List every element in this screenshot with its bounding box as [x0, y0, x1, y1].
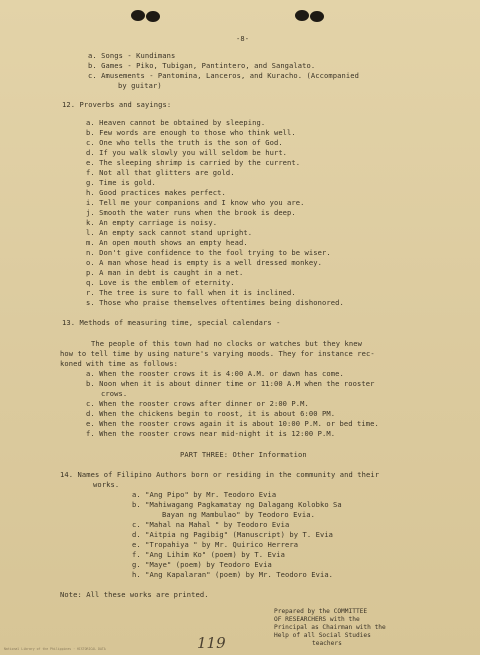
- text-line: b. Few words are enough to those who think well.: [86, 128, 296, 137]
- text-line: crows.: [101, 389, 128, 398]
- text-line: r. The tree is sure to fall when it is inclined.: [86, 288, 296, 297]
- text-line: by guitar): [118, 81, 162, 90]
- text-line: e. When the rooster crows again it is about 10:00 P.M. or bed time.: [86, 419, 379, 428]
- text-line: l. An empty sack cannot stand upright.: [86, 228, 253, 237]
- note-line: Note: All these works are printed.: [60, 590, 209, 599]
- text-line: b. Games - Piko, Tubigan, Pantintero, and Sangalato.: [88, 61, 316, 70]
- text-line: a. When the rooster crows it is 4:00 A.M. or dawn has come.: [86, 369, 344, 378]
- part-heading: PART THREE: Other Information: [180, 450, 307, 459]
- punch-hole-left-2: [146, 11, 160, 22]
- text-line: d. If you walk slowly you will seldom be hurt.: [86, 148, 288, 157]
- punch-hole-left: [131, 10, 145, 21]
- text-line: d. When the chickens begin to roost, it is about 6:00 PM.: [86, 409, 336, 418]
- text-line: The people of this town had no clocks or watches but they knew: [91, 339, 362, 348]
- text-line: a. Songs - Kundimans: [88, 51, 176, 60]
- prepared-by-line: OF RESEARCHERS with the: [274, 616, 360, 623]
- text-line: c. One who tells the truth is the son of God.: [86, 138, 283, 147]
- text-line: c. Amusements - Pantomina, Lanceros, and Kuracho. (Accompanied: [88, 71, 359, 80]
- margin-caption: National Library of the Philippines · HISTORICAL DATA: [4, 647, 106, 651]
- prepared-by-line: Help of all Social Studies: [274, 632, 371, 639]
- text-line: i. Tell me your companions and I know who you are.: [86, 198, 305, 207]
- text-line: p. A man in debt is caught in a net.: [86, 268, 244, 277]
- punch-hole-right-2: [310, 11, 324, 22]
- text-line: s. Those who praise themselves oftentimes being dishonored.: [86, 298, 344, 307]
- text-line: b. "Mahiwagang Pagkamatay ng Dalagang Kolobko Sa: [132, 500, 342, 509]
- text-line: f. Not all that glitters are gold.: [86, 168, 235, 177]
- text-line: n. Don't give confidence to the fool trying to be wiser.: [86, 248, 331, 257]
- text-line: a. "Ang Pipo" by Mr. Teodoro Evia: [132, 490, 277, 499]
- text-line: k. An empty carriage is noisy.: [86, 218, 218, 227]
- section-heading: 14. Names of Filipino Authors born or residing in the community and their: [60, 470, 380, 479]
- text-line: h. "Ang Kapalaran" (poem) by Mr. Teodoro Evia.: [132, 570, 334, 579]
- text-line: c. "Mahal na Mahal " by Teodoro Evia: [132, 520, 290, 529]
- text-line: Bayan ng Mambulao" by Teodoro Evia.: [162, 510, 315, 519]
- text-line: m. An open mouth shows an empty head.: [86, 238, 248, 247]
- prepared-by-line: Prepared by the COMMITTEE: [274, 608, 368, 615]
- page-number: -8-: [236, 34, 250, 43]
- text-line: a. Heaven cannot be obtained by sleeping.: [86, 118, 266, 127]
- text-line: g. "Maye" (poem) by Teodoro Evia: [132, 560, 272, 569]
- text-line: how to tell time by using nature's varying moods. They for instance rec-: [60, 349, 375, 358]
- text-line: f. "Ang Lihim Ko" (poem) by T. Evia: [132, 550, 285, 559]
- handwritten-page-number: 119: [197, 634, 226, 652]
- text-line: b. Noon when it is about dinner time or 11:00 A.M when the rooster: [86, 379, 375, 388]
- text-line: g. Time is gold.: [86, 178, 156, 187]
- text-line: q. Love is the emblem of eternity.: [86, 278, 235, 287]
- text-line: h. Good practices makes perfect.: [86, 188, 226, 197]
- text-line: e. "Tropahiya " by Mr. Quirico Herrera: [132, 540, 299, 549]
- section-heading: 13. Methods of measuring time, special calendars -: [62, 318, 281, 327]
- text-line: works.: [93, 480, 120, 489]
- text-line: koned with time as follows:: [60, 359, 179, 368]
- prepared-by-line: teachers: [312, 640, 342, 647]
- prepared-by-line: Principal as Chairman with the: [274, 624, 386, 631]
- text-line: j. Smooth the water runs when the brook is deep.: [86, 208, 296, 217]
- text-line: o. A man whose head is empty is a well dressed monkey.: [86, 258, 323, 267]
- text-line: e. The sleeping shrimp is carried by the current.: [86, 158, 301, 167]
- text-line: c. When the rooster crows after dinner or 2:00 P.M.: [86, 399, 309, 408]
- punch-hole-right: [295, 10, 309, 21]
- text-line: d. "Aitpia ng Pagibig" (Manuscript) by T. Evia: [132, 530, 334, 539]
- text-line: f. When the rooster crows near mid-night it is 12:00 P.M.: [86, 429, 336, 438]
- section-heading: 12. Proverbs and sayings:: [62, 100, 172, 109]
